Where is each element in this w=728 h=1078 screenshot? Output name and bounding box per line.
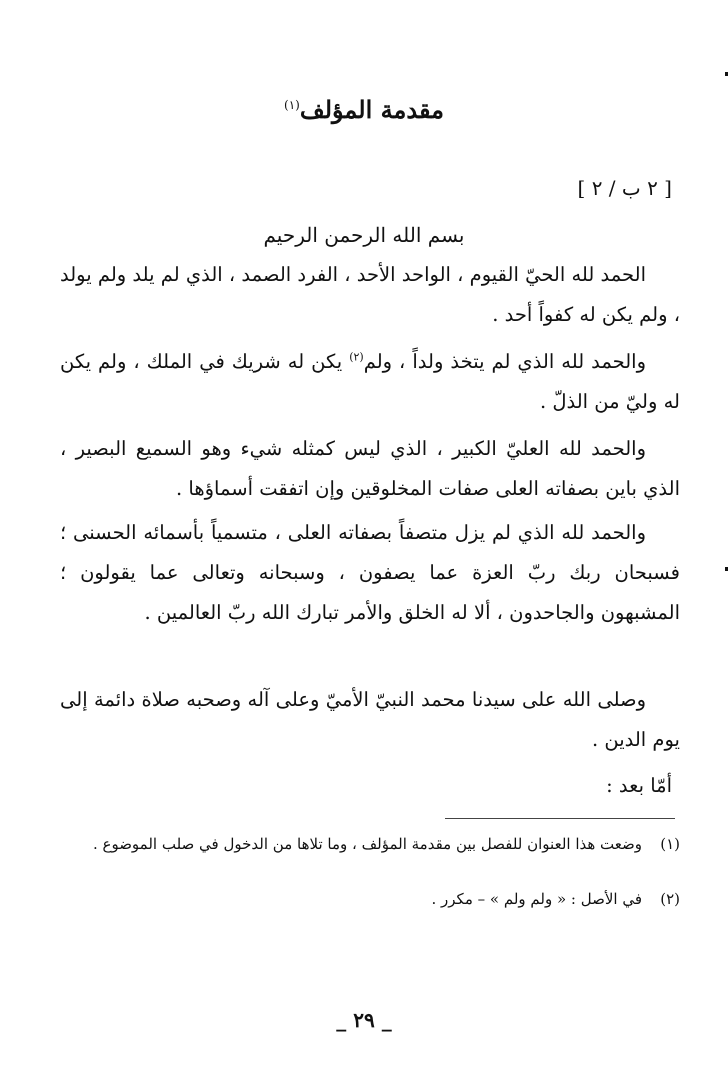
footnote-2-number: (٢) [660,890,680,908]
footnote-1 [60,830,680,858]
amma-baad-line: أمّا بعد : [606,774,672,797]
page-title [0,96,728,125]
footnote-separator [445,818,675,819]
manuscript-folio-reference: [ ٢ ب / ٢ ] [577,176,672,200]
paragraph-2-part-2: يكن له شريك في الملك ، ولم يكن له وليّ من الذلّ . [60,350,680,413]
title-text: مقدمة المؤلف [299,95,444,124]
paragraph-1: الحمد لله الحيّ القيوم ، الواحد الأحد ، الفرد الصمد ، الذي لم يلد ولم يولد ، ولم يكن له كفواً أحد . [60,263,680,326]
paragraph-5: وصلى الله على سيدنا محمد النبيّ الأميّ وعلى آله وصحبه صلاة دائمة إلى يوم الدين . [60,688,680,751]
paragraph-2-footnote-ref: (٢) [349,350,364,364]
footnote-2-text: في الأصل : « ولم ولم » – مكرر . [431,890,642,908]
footnote-2 [60,885,680,913]
basmala: بسم الله الرحمن الرحيم [263,223,465,247]
paragraph-2-part-1: والحمد لله الذي لم يتخذ ولداً ، ولم [363,350,647,373]
paragraph-4: والحمد لله الذي لم يزل متصفاً بصفاته العلى ، متسمياً بأسمائه الحسنى ؛ فسبحان ربك ربّ العزة عما يصفون ، وسبحانه وتعالى عما يقولون ؛ المشبهون والجاحدون ، ألا له الخلق والأمر تبارك الله ربّ العالمين . [60,521,680,624]
footnote-1-text: وضعت هذا العنوان للفصل بين مقدمة المؤلف ، وما تلاها من الدخول في صلب الموضوع . [92,835,642,853]
page-number: _ ٢٩ _ [336,1008,392,1032]
footnote-1-number: (١) [660,835,680,853]
title-footnote-ref: (١) [284,98,300,112]
paragraph-3: والحمد لله العليّ الكبير ، الذي ليس كمثله شيء وهو السميع البصير ، الذي باين بصفاته العلى صفات المخلوقين وإن اتفقت أسماؤها . [60,437,680,500]
paragraph-2 [60,342,680,422]
